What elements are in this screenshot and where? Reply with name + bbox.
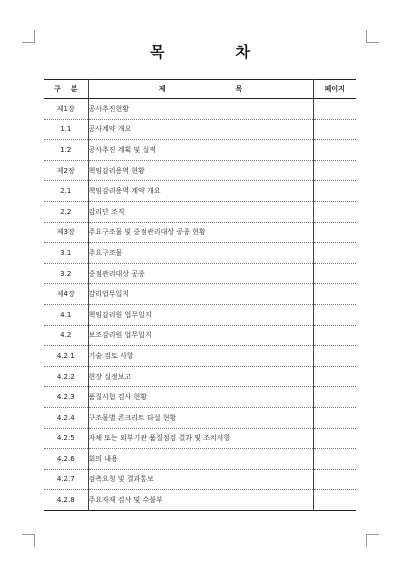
toc-row <box>44 181 356 202</box>
page-title-char: 차 <box>235 43 250 61</box>
toc-section-number: 제1장 <box>44 99 88 120</box>
toc-section-number: 4.2 <box>44 325 88 346</box>
toc-body <box>44 99 356 511</box>
toc-page-number <box>313 160 356 181</box>
toc-section-title: 주요구조물 및 중점관리대상 공종 현황 <box>88 222 313 243</box>
crop-mark-top-right <box>366 30 379 43</box>
toc-header-row <box>44 80 356 99</box>
toc-section-number: 4.2.4 <box>44 407 88 428</box>
toc-section-number: 4.2.6 <box>44 449 88 470</box>
toc-section-number: 2.2 <box>44 201 88 222</box>
toc-section-title: 회의 내용 <box>88 449 313 470</box>
header-page: 페이지 <box>313 80 356 99</box>
toc-page-number <box>313 325 356 346</box>
toc-row <box>44 243 356 264</box>
toc-page-number <box>313 490 356 511</box>
toc-page-number <box>313 304 356 325</box>
toc-section-title: 책임감리용역 계약 개요 <box>88 181 313 202</box>
toc-section-number: 4.2.1 <box>44 346 88 367</box>
toc-row <box>44 119 356 140</box>
toc-section-number: 4.2.2 <box>44 366 88 387</box>
toc-page-number <box>313 469 356 490</box>
toc-section-title: 주요구조물 <box>88 243 313 264</box>
toc-row <box>44 325 356 346</box>
toc-section-number: 3.2 <box>44 263 88 284</box>
header-section-char: 구 <box>53 85 61 93</box>
toc-section-number: 1.1 <box>44 119 88 140</box>
toc-row <box>44 407 356 428</box>
toc-section-title: 기술 검토 사항 <box>88 346 313 367</box>
toc-section-title: 주요자재 검사 및 수불부 <box>88 490 313 511</box>
toc-page-number <box>313 284 356 305</box>
toc-section-number: 4.2.8 <box>44 490 88 511</box>
toc-section-title: 중점관리대상 공종 <box>88 263 313 284</box>
toc-section-title: 책임감리원 업무일지 <box>88 304 313 325</box>
toc-page-number <box>313 387 356 408</box>
toc-page-number <box>313 428 356 449</box>
toc-row <box>44 99 356 120</box>
toc-section-title: 보조감리원 업무일지 <box>88 325 313 346</box>
page-title-char: 목 <box>150 43 165 61</box>
toc-section-number: 4.2.7 <box>44 469 88 490</box>
toc-section-title: 책임감리용역 현황 <box>88 160 313 181</box>
toc-section-number: 제2장 <box>44 160 88 181</box>
toc-section-number: 제3장 <box>44 222 88 243</box>
toc-section-title: 공사추진 계획 및 실적 <box>88 140 313 161</box>
toc-row <box>44 222 356 243</box>
toc-section-title: 자체 또는 외부기관 품질점검 결과 및 조치사항 <box>88 428 313 449</box>
toc-page-number <box>313 140 356 161</box>
toc-section-number: 4.1 <box>44 304 88 325</box>
header-section <box>44 80 88 99</box>
header-title-char: 목 <box>235 85 243 93</box>
toc-table <box>44 79 356 511</box>
header-section-char: 분 <box>70 85 78 93</box>
toc-section-title: 현장 실정보고 <box>88 366 313 387</box>
toc-row <box>44 284 356 305</box>
toc-row <box>44 160 356 181</box>
toc-page-number <box>313 181 356 202</box>
toc-row <box>44 490 356 511</box>
toc-section-title: 품질시험 검사 현황 <box>88 387 313 408</box>
toc-page-number <box>313 201 356 222</box>
toc-section-number: 2.1 <box>44 181 88 202</box>
toc-section-number: 4.2.3 <box>44 387 88 408</box>
toc-row <box>44 201 356 222</box>
toc-page-number <box>313 99 356 120</box>
toc-page-number <box>313 449 356 470</box>
crop-mark-bottom-right <box>366 534 379 547</box>
toc-section-title: 공사계약 개요 <box>88 119 313 140</box>
toc-section-title: 감리단 조직 <box>88 201 313 222</box>
toc-page-number <box>313 263 356 284</box>
crop-mark-bottom-left <box>22 534 35 547</box>
toc-section-title: 감리업무일지 <box>88 284 313 305</box>
toc-page-number <box>313 243 356 264</box>
crop-mark-top-left <box>22 30 35 43</box>
toc-page-number <box>313 222 356 243</box>
toc-page-number <box>313 119 356 140</box>
toc-section-title: 검측요청 및 결과통보 <box>88 469 313 490</box>
toc-page-number <box>313 366 356 387</box>
toc-row <box>44 304 356 325</box>
toc-row <box>44 449 356 470</box>
toc-section-number: 1.2 <box>44 140 88 161</box>
toc-page-number <box>313 346 356 367</box>
toc-row <box>44 346 356 367</box>
toc-page-number <box>313 407 356 428</box>
toc-row <box>44 366 356 387</box>
toc-row <box>44 387 356 408</box>
page-title <box>150 41 250 62</box>
header-title-char: 제 <box>158 85 166 93</box>
toc-section-title: 구조물별 콘크리트 타설 현황 <box>88 407 313 428</box>
toc-section-number: 3.1 <box>44 243 88 264</box>
toc-row <box>44 263 356 284</box>
toc-section-title: 공사추진현황 <box>88 99 313 120</box>
toc-row <box>44 140 356 161</box>
toc-section-number: 제4장 <box>44 284 88 305</box>
header-title <box>88 80 313 99</box>
toc-row <box>44 428 356 449</box>
toc-section-number: 4.2.5 <box>44 428 88 449</box>
toc-row <box>44 469 356 490</box>
